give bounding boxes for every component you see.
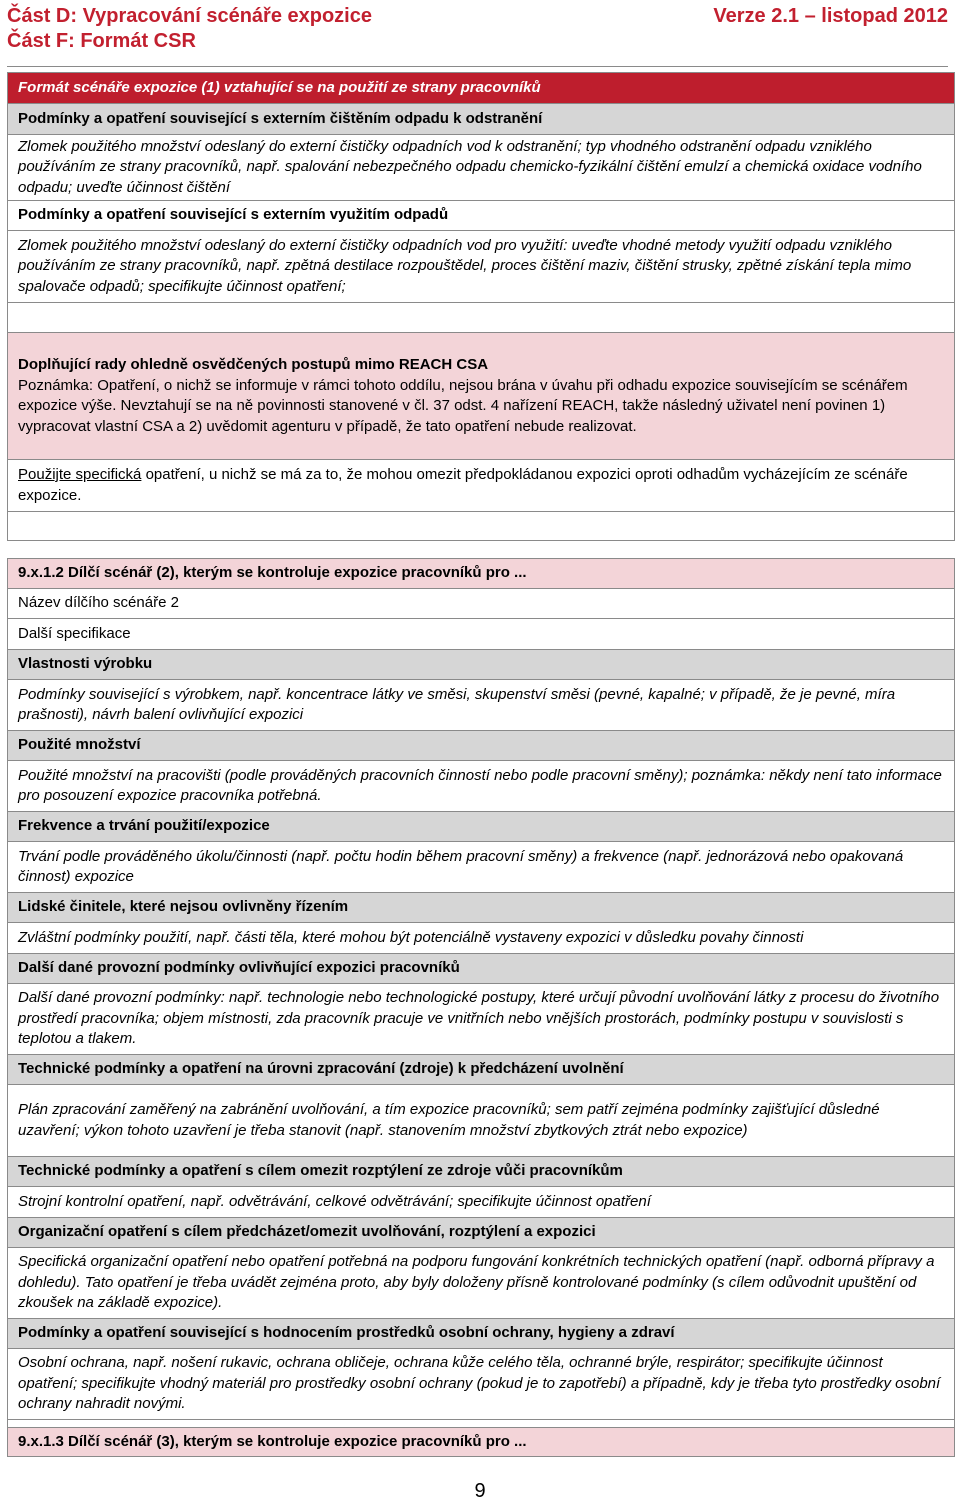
- row-heading: Technické podmínky a opatření s cílem omezit rozptýlení ze zdroje vůči pracovníkům: [8, 1157, 955, 1187]
- row-heading: Použité množství: [8, 731, 955, 761]
- waste-removal-text: Zlomek použitého množství odeslaný do externí čističky odpadních vod k odstranění; typ vhodného odstranění odpadu vzniklého používáním ze strany pracovníků, např. spalování nebezpečného odpadu chemicko-fyzikální čištění emulzí a chemická oxidace vodního odpadu; uveďte účinnost čištění: [8, 135, 955, 201]
- header-version: Verze 2.1 – listopad 2012: [713, 5, 948, 27]
- row-heading: Vlastnosti výrobku: [8, 650, 955, 680]
- row-heading: Lidské činitele, které nejsou ovlivněny řízením: [8, 893, 955, 923]
- specific-measures-cell: [8, 460, 955, 512]
- row-text: Použité množství na pracovišti (podle prováděných pracovních činností nebo podle pracovní směny); poznámka: někdy není tato informace pro posouzení expozice pracovníka potřebná.: [8, 761, 955, 812]
- row-text: Podmínky související s výrobkem, např. koncentrace látky ve směsi, skupenství směsi (pevné, kapalné; v případě, že je pevné, míra prašnosti), návrh balení ovlivňující expozici: [8, 680, 955, 731]
- further-specification: Další specifikace: [8, 619, 955, 650]
- exposure-scenario-table-1: [7, 72, 955, 541]
- waste-recovery-text: Zlomek použitého množství odeslaný do externí čističky odpadních vod pro využití: uveďte vhodné metody využití odpadu vzniklého používáním ze strany pracovníků, např. zpětná destilace rozpouštědel, proces čištění maziv, čištění strusky, zpětné získání tepla mimo spalovače odpadů; specifikujte účinnost opatření;: [8, 231, 955, 303]
- section1-title: Formát scénáře expozice (1) vztahující se na použití ze strany pracovníků: [8, 73, 955, 104]
- row-text: Strojní kontrolní opatření, např. odvětrávání, celkové odvětrávání; specifikujte účinnost opatření: [8, 1187, 955, 1218]
- row-heading: Další dané provozní podmínky ovlivňující expozici pracovníků: [8, 954, 955, 984]
- header-parts: [7, 4, 372, 54]
- row-text: Další dané provozní podmínky: např. technologie nebo technologické postupy, které určují původní uvolňování látky z procesu do životního prostředí pracovníka; objem místnosti, zda pracovník pracuje ve vnitřních nebo vnějších prostorách, podmínky postupu v souvislosti s teplotou a tlakem.: [8, 984, 955, 1055]
- row-heading: Technické podmínky a opatření na úrovni zpracování (zdroje) k předcházení uvolnění: [8, 1055, 955, 1085]
- row-heading: Organizační opatření s cílem předcházet/omezit uvolňování, rozptýlení a expozici: [8, 1218, 955, 1248]
- spacer-row: [8, 1420, 955, 1428]
- page-number: 9: [474, 1480, 486, 1502]
- additional-note: Poznámka: Opatření, o nichž se informuje v rámci tohoto oddílu, nejsou brána v úvahu při odhadu expozice souvisejícím se scénářem expozice výše. Nevztahují se na ně povinnosti stanovené v čl. 37 odst. 4 nařízení REACH, takže následný uživatel není povinen 1) vypracovat vlastní CSA a 2) uvědomit agenturu v případě, že tato opatření nebude realizovat.: [18, 376, 908, 435]
- section3-title: 9.x.1.3 Dílčí scénář (3), kterým se kontroluje expozice pracovníků pro ...: [8, 1428, 955, 1457]
- additional-heading: Doplňující rady ohledně osvědčených postupů mimo REACH CSA: [18, 356, 489, 373]
- row-text: Zvláštní podmínky použití, např. části těla, které mohou být potenciálně vystaveny expozici v důsledku povahy činnosti: [8, 923, 955, 954]
- empty-row: [8, 512, 955, 541]
- section2-title: 9.x.1.2 Dílčí scénář (2), kterým se kontroluje expozice pracovníků pro ...: [8, 559, 955, 589]
- row-heading: Podmínky a opatření související s hodnocením prostředků osobní ochrany, hygieny a zdraví: [8, 1319, 955, 1349]
- best-practice-cell: [8, 333, 955, 460]
- subscenario-name: Název dílčího scénáře 2: [8, 589, 955, 619]
- empty-row: [8, 303, 955, 333]
- row-text: Trvání podle prováděného úkolu/činnosti (např. počtu hodin během pracovní směny) a frekvence (např. jednorázová nebo opakovaná činnost) expozice: [8, 842, 955, 893]
- row-text: Osobní ochrana, např. nošení rukavic, ochrana obličeje, ochrana kůže celého těla, ochranné brýle, respirátor; specifikujte účinnost opatření; specifikujte vhodný materiál pro prostředky osobní ochrany (pokud je to zapotřebí) a případně, kdy je třeba tyto prostředky osobní ochrany nahradit novými.: [8, 1349, 955, 1420]
- header-part-d: Část D: Vypracování scénáře expozice: [7, 5, 372, 27]
- row-heading: Frekvence a trvání použití/expozice: [8, 812, 955, 842]
- exposure-scenario-table-2: [7, 558, 955, 1457]
- header-divider: [7, 66, 948, 67]
- page-header: [7, 4, 948, 64]
- specific-measures-link[interactable]: Použijte specifická: [18, 466, 142, 483]
- specific-measures-text: opatření, u nichž se má za to, že mohou omezit předpokládanou expozici oproti odhadům vycházejícím ze scénáře expozice.: [18, 466, 908, 504]
- row-text: Plán zpracování zaměřený na zabránění uvolňování, a tím expozice pracovníků; sem patří zejména podmínky zajišťující důsledné uzavření; výkon tohoto uzavření je třeba stanovit (např. stanovením množství zbytkových ztrát nebo expozice): [8, 1085, 955, 1157]
- row-text: Specifická organizační opatření nebo opatření potřebná na podporu fungování konkrétních technických opatření (např. odborná přípravy a dohledu). Tato opatření je třeba uvádět zejména proto, aby byly doloženy přísně kontrolované podmínky (s cílem odůvodnit upuštění od zkoušek na základě expozice).: [8, 1248, 955, 1319]
- waste-recovery-heading: Podmínky a opatření související s externím využitím odpadů: [8, 201, 955, 231]
- header-part-f: Část F: Formát CSR: [7, 30, 196, 52]
- waste-removal-heading: Podmínky a opatření související s externím čištěním odpadu k odstranění: [8, 104, 955, 135]
